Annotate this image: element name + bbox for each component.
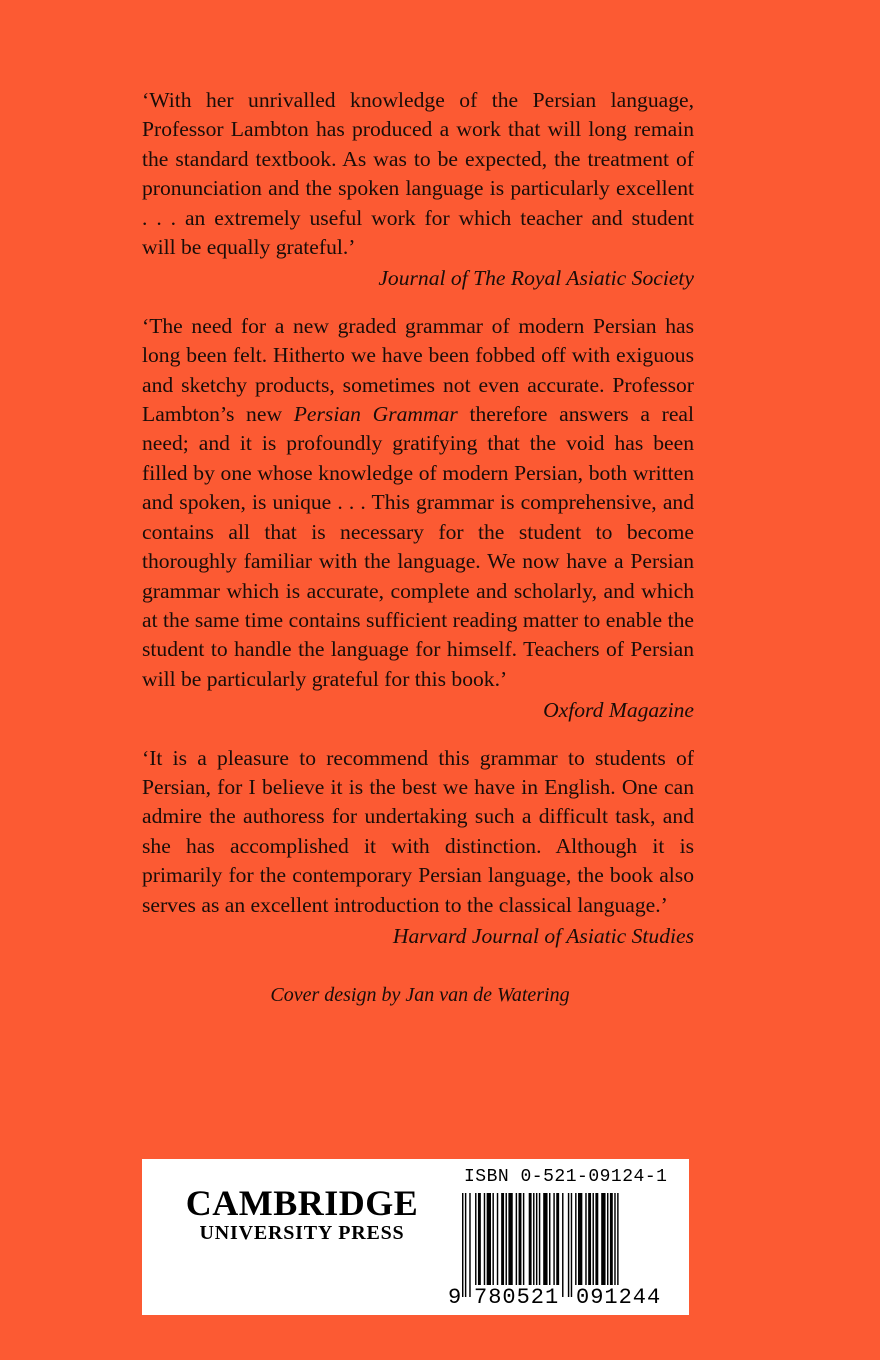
review-quote-1-text: ‘With her unrivalled knowledge of the Persian language, Professor Lambton has produced a work that will long remain the standard textbook. As was to be expected, the treatment of pronunciation and the spoken language is particularly excellent . . . an extremely useful work for which teacher and student will be equally grateful.’ [142, 88, 694, 260]
publisher-barcode-panel [142, 1159, 689, 1315]
review-quote-3 [142, 744, 694, 920]
book-title-italic: Persian Grammar [293, 402, 458, 427]
cover-design-credit-text: Cover design by Jan van de Watering [270, 984, 570, 1006]
publisher-subtitle: UNIVERSITY PRESS [199, 1222, 405, 1244]
barcode-first-digit: 9 [448, 1285, 462, 1310]
review-quote-2 [142, 312, 694, 694]
review-quote-3-text: ‘It is a pleasure to recommend this grammar to students of Persian, for I believe it is the best we have in English. One can admire the authoress for undertaking such a difficult task, and she has accomplished it with distinction. Although it is primarily for the contemporary Persian language, the book also serves as an excellent introduction to the classical language.’ [142, 745, 694, 917]
barcode-digits [448, 1279, 686, 1311]
review-source-3: Harvard Journal of Asiatic Studies [392, 923, 694, 948]
review-source-1: Journal of The Royal Asiatic Society [378, 266, 694, 291]
publisher-logo [152, 1185, 452, 1245]
review-quote-2-text-b: therefore answers a real need; and it is profoundly gratifying that the void has been filled by one whose knowledge of modern Persian, both written and spoken, is unique . . . This grammar is comprehensive, and contains all that is necessary for the student to become thoroughly familiar with the language. We now have a Persian grammar which is accurate, complete and scholarly, and which at the same time contains sufficient reading matter to enable the student to handle the language for himself. Teachers of Persian will be particularly grateful for this book.’ [142, 402, 694, 691]
review-quotes [142, 86, 694, 951]
barcode-right-group: 091244 [576, 1285, 662, 1310]
barcode-left-group: 780521 [474, 1285, 560, 1310]
review-quote-2-text-a: ‘The need for a new graded grammar of modern Persian has long been felt. Hitherto we have been fobbed off with exiguous and sketchy products, sometimes not even accurate. Professor Lambton’s new [142, 313, 694, 427]
review-source-2: Oxford Magazine [543, 698, 694, 723]
cover-design-credit [0, 984, 880, 1007]
review-quote-1 [142, 86, 694, 262]
publisher-name: CAMBRIDGE [185, 1183, 419, 1223]
isbn-label: ISBN 0-521-09124-1 [464, 1167, 668, 1187]
